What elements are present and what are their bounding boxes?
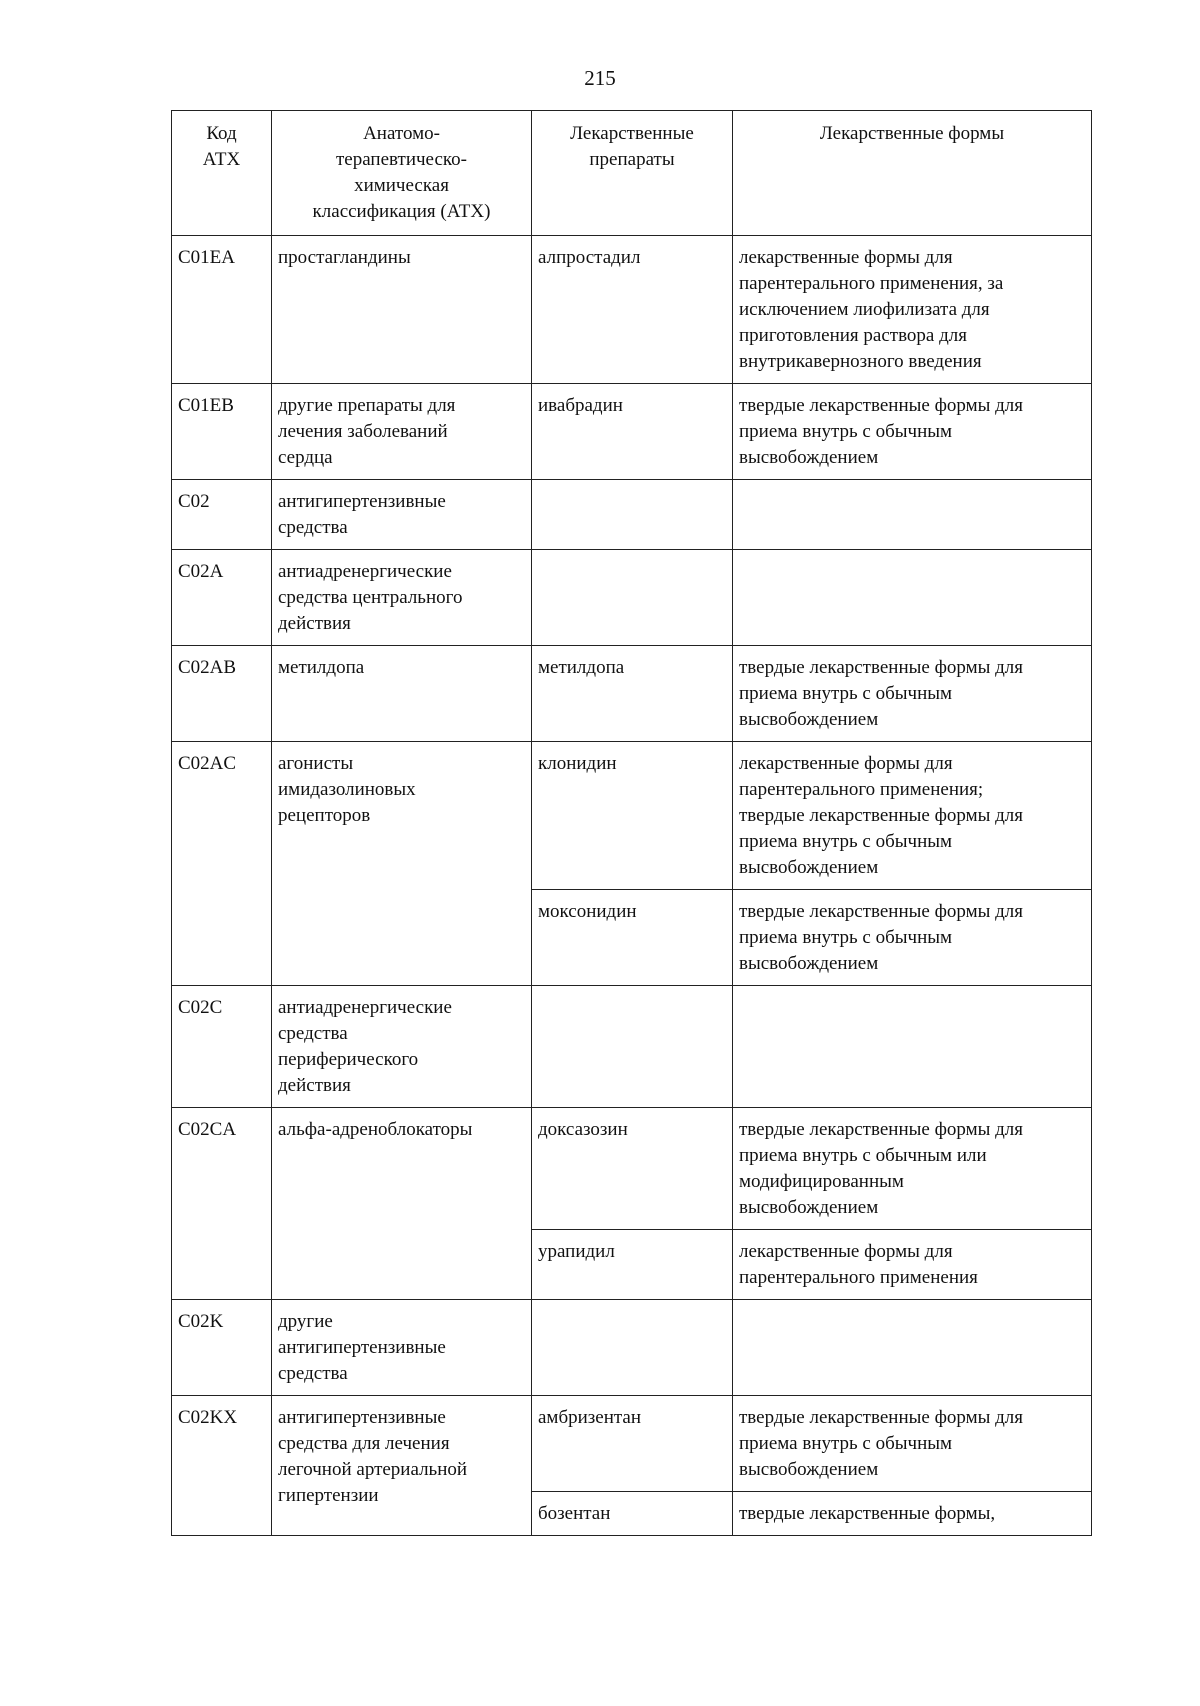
table-header-row: [172, 111, 1092, 236]
row-code: C02A: [172, 550, 272, 646]
table-row: [172, 480, 1092, 550]
row-code: C02C: [172, 986, 272, 1108]
row-forms: [733, 480, 1092, 550]
row-drug: урапидил: [532, 1230, 733, 1300]
row-drug: [532, 1300, 733, 1396]
row-classification: антиадренергические средства центрального действия: [272, 550, 532, 646]
row-forms: твердые лекарственные формы для приема внутрь с обычным высвобождением: [733, 1396, 1092, 1492]
row-forms: твердые лекарственные формы для приема внутрь с обычным высвобождением: [733, 890, 1092, 986]
row-classification: другие препараты для лечения заболеваний сердца: [272, 384, 532, 480]
atc-table: [171, 110, 1092, 1536]
row-code: C02AC: [172, 742, 272, 986]
table-row: [172, 742, 1092, 890]
row-code: C02KX: [172, 1396, 272, 1536]
row-drug: клонидин: [532, 742, 733, 890]
row-classification: другие антигипертензивные средства: [272, 1300, 532, 1396]
row-forms: лекарственные формы для парентерального применения; твердые лекарственные формы для приема внутрь с обычным высвобождением: [733, 742, 1092, 890]
row-classification: антигипертензивные средства: [272, 480, 532, 550]
table-row: [172, 550, 1092, 646]
row-forms: [733, 550, 1092, 646]
table-row: [172, 236, 1092, 384]
row-drug: ивабрадин: [532, 384, 733, 480]
row-code: C02AB: [172, 646, 272, 742]
row-classification: простагландины: [272, 236, 532, 384]
row-drug: [532, 550, 733, 646]
table-row: [172, 384, 1092, 480]
table-row: [172, 1108, 1092, 1230]
row-forms: лекарственные формы для парентерального применения, за исключением лиофилизата для приготовления раствора для внутрикавернозного введения: [733, 236, 1092, 384]
row-classification: метилдопа: [272, 646, 532, 742]
header-code: Код АТХ: [172, 111, 272, 236]
row-code: C01EA: [172, 236, 272, 384]
header-classification: Анатомо- терапевтическо- химическая классификация (АТХ): [272, 111, 532, 236]
row-forms: лекарственные формы для парентерального применения: [733, 1230, 1092, 1300]
row-code: C02K: [172, 1300, 272, 1396]
row-code: C02: [172, 480, 272, 550]
row-drug: метилдопа: [532, 646, 733, 742]
row-classification: агонисты имидазолиновых рецепторов: [272, 742, 532, 986]
row-code: C02CA: [172, 1108, 272, 1300]
header-forms: Лекарственные формы: [733, 111, 1092, 236]
row-forms: [733, 1300, 1092, 1396]
row-forms: [733, 986, 1092, 1108]
row-forms: твердые лекарственные формы для приема внутрь с обычным высвобождением: [733, 646, 1092, 742]
row-drug: бозентан: [532, 1492, 733, 1536]
page-number: 215: [584, 66, 616, 90]
table-row: [172, 986, 1092, 1108]
row-code: C01EB: [172, 384, 272, 480]
row-drug: моксонидин: [532, 890, 733, 986]
row-forms: твердые лекарственные формы для приема внутрь с обычным или модифицированным высвобождением: [733, 1108, 1092, 1230]
row-classification: альфа-адреноблокаторы: [272, 1108, 532, 1300]
table-row: [172, 646, 1092, 742]
row-drug: [532, 986, 733, 1108]
row-drug: доксазозин: [532, 1108, 733, 1230]
row-forms: твердые лекарственные формы,: [733, 1492, 1092, 1536]
header-drugs: Лекарственные препараты: [532, 111, 733, 236]
row-classification: антиадренергические средства периферического действия: [272, 986, 532, 1108]
row-drug: алпростадил: [532, 236, 733, 384]
row-forms: твердые лекарственные формы для приема внутрь с обычным высвобождением: [733, 384, 1092, 480]
table-row: [172, 1300, 1092, 1396]
table-row: [172, 1396, 1092, 1492]
row-drug: амбризентан: [532, 1396, 733, 1492]
row-drug: [532, 480, 733, 550]
row-classification: антигипертензивные средства для лечения легочной артериальной гипертензии: [272, 1396, 532, 1536]
